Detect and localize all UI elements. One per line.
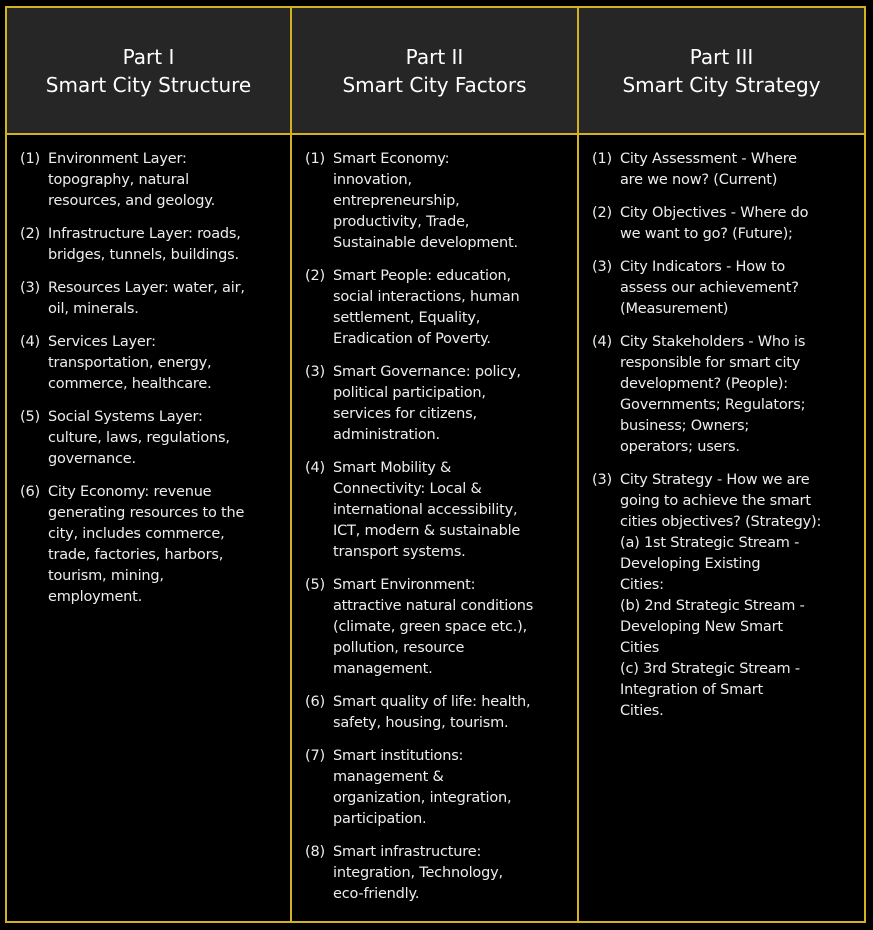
item-text: City Economy: revenue generating resources to the city, includes commerce, trade, factories, harbors, tourism, mining, employment. xyxy=(48,484,245,605)
list-item xyxy=(592,470,854,722)
body-part-2 xyxy=(292,135,579,923)
part-3-label: Part III xyxy=(689,44,754,69)
item-text: Smart Environment: attractive natural conditions (climate, green space etc.), pollution, resource management. xyxy=(333,577,534,677)
list-item xyxy=(20,224,280,266)
item-number: (1) xyxy=(20,151,40,167)
item-text: Smart People: education, social interactions, human settlement, Equality, Eradication of Poverty. xyxy=(333,268,520,347)
item-number: (7) xyxy=(305,748,325,764)
list-item xyxy=(20,332,280,395)
item-text: Resources Layer: water, air, oil, minerals. xyxy=(48,280,245,317)
part-2-title: Smart City Factors xyxy=(342,72,527,97)
item-number: (3) xyxy=(592,472,612,488)
list-item xyxy=(305,575,567,680)
item-text: Services Layer: transportation, energy, commerce, healthcare. xyxy=(48,334,212,392)
smart-city-table xyxy=(5,6,866,923)
list-item xyxy=(592,203,854,245)
list-item xyxy=(20,407,280,470)
item-text: Smart Governance: policy, political participation, services for citizens, administration. xyxy=(333,364,521,443)
item-number: (3) xyxy=(592,259,612,275)
item-text: City Indicators - How to assess our achievement? (Measurement) xyxy=(620,259,799,317)
item-number: (4) xyxy=(592,334,612,350)
list-item xyxy=(305,458,567,563)
header-part-3 xyxy=(579,6,866,135)
item-number: (4) xyxy=(305,460,325,476)
body-part-3 xyxy=(579,135,866,923)
list-item xyxy=(592,257,854,320)
item-number: (3) xyxy=(305,364,325,380)
item-number: (1) xyxy=(592,151,612,167)
item-text: City Assessment - Where are we now? (Current) xyxy=(620,151,797,188)
part-3-title: Smart City Strategy xyxy=(622,72,821,97)
item-number: (5) xyxy=(305,577,325,593)
part-2-label: Part II xyxy=(405,44,464,69)
item-number: (4) xyxy=(20,334,40,350)
item-text: Smart quality of life: health, safety, housing, tourism. xyxy=(333,694,531,731)
part-1-label: Part I xyxy=(122,44,175,69)
item-text: City Objectives - Where do we want to go? (Future); xyxy=(620,205,809,242)
item-text: Smart Economy: innovation, entrepreneurship, productivity, Trade, Sustainable development. xyxy=(333,151,518,251)
structure-list xyxy=(20,149,280,608)
item-text: City Strategy - How we are going to achieve the smart cities objectives? (Strategy): (a) 1st Strategic Stream - Developing Existing Cities: (b) 2nd Strategic Stream - Developing New Smart Cities (c) 3rd Strategic Stream - Integration of Smart Cities. xyxy=(620,472,822,719)
item-text: Infrastructure Layer: roads, bridges, tunnels, buildings. xyxy=(48,226,241,263)
list-item xyxy=(305,842,567,905)
list-item xyxy=(305,692,567,734)
list-item xyxy=(20,482,280,608)
body-part-1 xyxy=(5,135,292,923)
factors-list xyxy=(305,149,567,905)
list-item xyxy=(592,332,854,458)
list-item xyxy=(305,149,567,254)
item-text: Smart institutions: management & organization, integration, participation. xyxy=(333,748,512,827)
item-number: (3) xyxy=(20,280,40,296)
header-part-1 xyxy=(5,6,292,135)
item-number: (6) xyxy=(20,484,40,500)
item-text: Social Systems Layer: culture, laws, regulations, governance. xyxy=(48,409,230,467)
list-item xyxy=(20,149,280,212)
header-part-2 xyxy=(292,6,579,135)
item-text: Smart Mobility & Connectivity: Local & international accessibility, ICT, modern & sustainable transport systems. xyxy=(333,460,521,560)
item-text: City Stakeholders - Who is responsible for smart city development? (People): Governments; Regulators; business; Owners; operators; users. xyxy=(620,334,806,455)
item-number: (8) xyxy=(305,844,325,860)
list-item xyxy=(305,746,567,830)
item-text: Environment Layer: topography, natural resources, and geology. xyxy=(48,151,215,209)
list-item xyxy=(305,266,567,350)
item-number: (1) xyxy=(305,151,325,167)
strategy-list xyxy=(592,149,854,722)
part-1-title: Smart City Structure xyxy=(45,72,252,97)
item-number: (2) xyxy=(20,226,40,242)
list-item xyxy=(305,362,567,446)
item-number: (2) xyxy=(305,268,325,284)
item-text: Smart infrastructure: integration, Technology, eco-friendly. xyxy=(333,844,503,902)
list-item xyxy=(20,278,280,320)
item-number: (2) xyxy=(592,205,612,221)
item-number: (6) xyxy=(305,694,325,710)
list-item xyxy=(592,149,854,191)
item-number: (5) xyxy=(20,409,40,425)
